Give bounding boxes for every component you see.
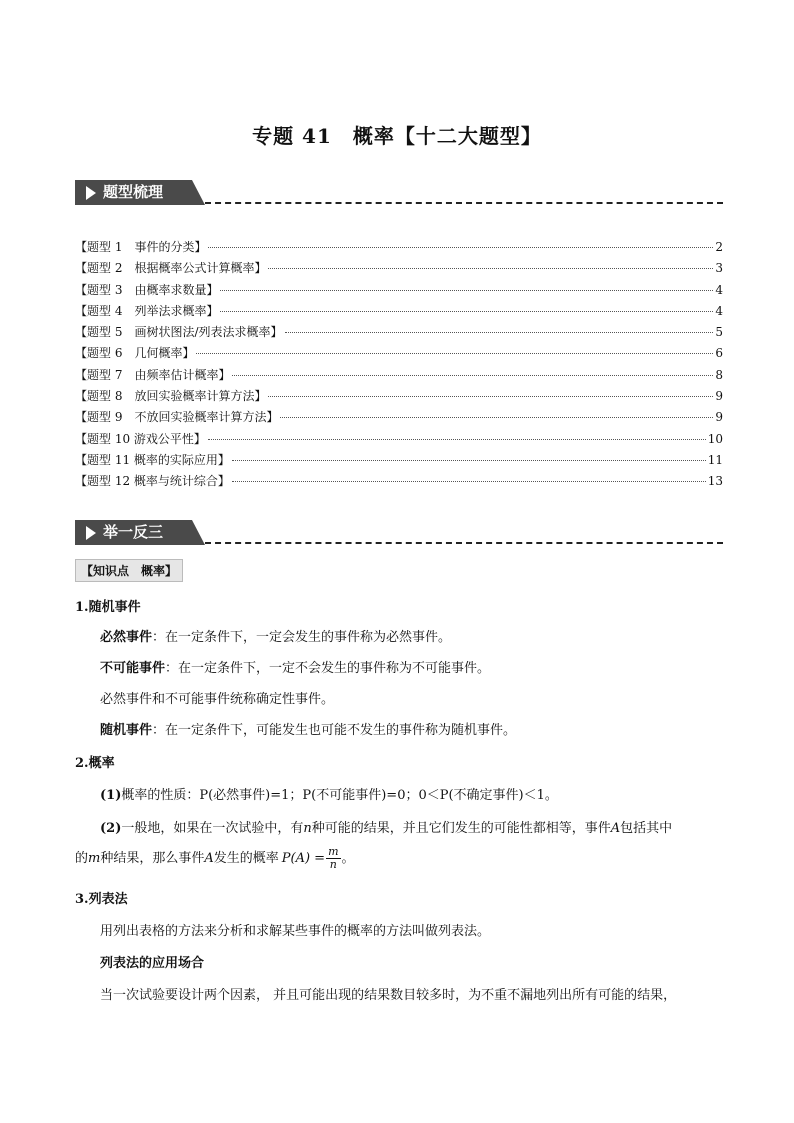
- section-banner-examples: [75, 518, 723, 550]
- toc-leader: [285, 332, 714, 333]
- toc-label: 【题型 7 由频率估计概率】: [75, 367, 231, 382]
- toc-leader: [232, 481, 706, 482]
- paragraph-list-method-definition: 用列出表格的方法来分析和求解某些事件的概率的方法叫做列表法。: [100, 924, 491, 939]
- toc-leader: [220, 290, 713, 291]
- paragraph-certain-event: [100, 626, 725, 645]
- text-fragment: 种结果，那么事件: [100, 851, 205, 866]
- toc-label: 【题型 11 概率的实际应用】: [75, 452, 230, 467]
- toc-item[interactable]: [75, 366, 723, 387]
- toc-leader: [268, 396, 713, 397]
- item-number: (1): [100, 788, 122, 803]
- play-triangle-icon: [86, 186, 96, 200]
- paragraph-deterministic-event: 必然事件和不可能事件统称确定性事件。: [100, 692, 335, 707]
- dashed-divider: [205, 542, 723, 544]
- section-heading-probability: 2.概率: [75, 756, 115, 771]
- toc-label: 【题型 9 不放回实验概率计算方法】: [75, 410, 279, 425]
- toc-page: 10: [707, 431, 723, 446]
- term-certain-event: 必然事件: [100, 630, 153, 645]
- toc-leader: [196, 353, 713, 354]
- toc-item[interactable]: [75, 472, 723, 493]
- toc-item[interactable]: [75, 323, 723, 344]
- toc-label: 【题型 6 几何概率】: [75, 346, 195, 361]
- item-number: (2): [100, 821, 122, 836]
- term-random-event: 随机事件: [100, 723, 153, 738]
- toc-page: 11: [707, 452, 723, 467]
- toc-label: 【题型 2 根据概率公式计算概率】: [75, 261, 267, 276]
- toc-label: 【题型 4 列举法求概率】: [75, 303, 219, 318]
- toc-leader: [208, 439, 706, 440]
- formula-lhs: P(A) =: [281, 851, 326, 866]
- toc-page: 6: [715, 346, 723, 361]
- fraction: [326, 846, 340, 871]
- text-fragment: 种可能的结果，并且它们发生的可能性都相等，事件: [311, 821, 611, 836]
- toc-item[interactable]: [75, 238, 723, 259]
- toc-page: 4: [715, 282, 723, 297]
- toc-page: 2: [715, 240, 723, 254]
- text-fragment: 的: [75, 851, 89, 866]
- banner-label: 题型梳理: [103, 183, 164, 201]
- variable-a: A: [204, 851, 214, 866]
- toc-leader: [232, 375, 713, 376]
- paragraph-impossible-event: [100, 657, 725, 676]
- definition-text: ：在一定条件下，一定会发生的事件称为必然事件。: [152, 630, 452, 645]
- definition-text: ：在一定条件下，一定不会发生的事件称为不可能事件。: [165, 661, 491, 676]
- paragraph-probability-properties: [100, 784, 725, 803]
- properties-text: 概率的性质：P(必然事件)=1；P(不可能事件)=0；0＜P(不确定事件)＜1。: [121, 788, 558, 803]
- table-of-contents: [75, 238, 723, 494]
- section-heading-random-events: 1.随机事件: [75, 600, 141, 615]
- toc-label: 【题型 10 游戏公平性】: [75, 431, 206, 446]
- toc-leader: [280, 417, 713, 418]
- toc-leader: [268, 268, 713, 269]
- fraction-numerator: m: [328, 845, 339, 858]
- toc-page: 8: [715, 367, 723, 382]
- text-fragment: 一般地，如果在一次试验中，有: [121, 821, 304, 836]
- section-banner-toc: [75, 178, 723, 210]
- toc-item[interactable]: [75, 302, 723, 323]
- text-fragment: 发生的概率: [213, 851, 279, 866]
- toc-item[interactable]: [75, 281, 723, 302]
- variable-n: n: [303, 821, 312, 836]
- toc-label: 【题型 5 画树状图法/列表法求概率】: [75, 325, 283, 340]
- variable-m: m: [88, 851, 101, 866]
- text-fragment: 。: [341, 851, 355, 866]
- toc-item[interactable]: [75, 259, 723, 280]
- toc-page: 9: [715, 410, 723, 425]
- paragraph-list-method-usage: 当一次试验要设计两个因素， 并且可能出现的结果数目较多时，为不重不漏地列出所有可能的结果，: [100, 988, 677, 1003]
- definition-text: ：在一定条件下，可能发生也可能不发生的事件称为随机事件。: [152, 723, 517, 738]
- toc-label: 【题型 1 事件的分类】: [75, 240, 207, 254]
- toc-page: 3: [715, 261, 723, 276]
- variable-a: A: [610, 821, 621, 836]
- term-impossible-event: 不可能事件: [100, 661, 166, 676]
- toc-item[interactable]: [75, 387, 723, 408]
- paragraph-probability-definition: [100, 817, 725, 836]
- subheading-list-method-usage: 列表法的应用场合: [100, 956, 205, 971]
- knowledge-point-tag: 【知识点 概率】: [75, 559, 183, 582]
- toc-leader: [232, 460, 706, 461]
- toc-item[interactable]: [75, 430, 723, 451]
- paragraph-probability-formula: [75, 846, 725, 871]
- toc-item[interactable]: [75, 344, 723, 365]
- banner-label: 举一反三: [103, 523, 164, 541]
- paragraph-random-event: [100, 719, 725, 738]
- fraction-denominator: n: [329, 858, 337, 871]
- toc-item[interactable]: [75, 451, 723, 472]
- toc-label: 【题型 12 概率与统计综合】: [75, 474, 230, 489]
- page-title: 专题 41 概率【十二大题型】: [252, 124, 542, 148]
- toc-page: 9: [715, 389, 723, 404]
- toc-label: 【题型 3 由概率求数量】: [75, 282, 219, 297]
- toc-page: 5: [715, 325, 723, 340]
- toc-page: 4: [715, 303, 723, 318]
- toc-page: 13: [707, 474, 723, 489]
- toc-label: 【题型 8 放回实验概率计算方法】: [75, 389, 267, 404]
- dashed-divider: [205, 202, 723, 204]
- play-triangle-icon: [86, 526, 96, 540]
- toc-leader: [220, 311, 713, 312]
- toc-leader: [208, 247, 713, 248]
- toc-item[interactable]: [75, 408, 723, 429]
- text-fragment: 包括其中: [620, 821, 673, 836]
- section-heading-list-method: 3.列表法: [75, 892, 128, 907]
